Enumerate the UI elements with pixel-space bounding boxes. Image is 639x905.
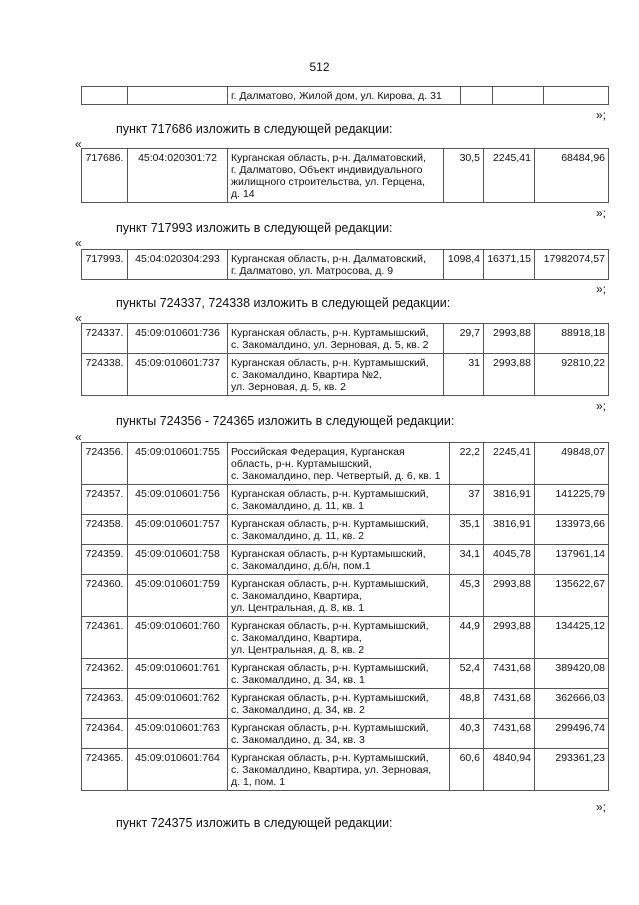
opening-quote: «	[75, 311, 82, 325]
row-address	[228, 324, 444, 354]
address-line: с. Закомалдино, д.б/н, пом.1	[231, 560, 371, 572]
section-heading: пункт 724375 изложить в следующей редакции:	[116, 816, 393, 830]
row-id	[82, 87, 128, 105]
row-area: 34,1	[450, 545, 484, 575]
row-id: 724356.	[82, 443, 128, 485]
row-total: 389420,08	[535, 659, 609, 689]
row-area: 1098,4	[444, 250, 484, 280]
closing-quote: »;	[596, 399, 607, 413]
address-line: д. 14	[231, 188, 255, 200]
address-line: с. Закомалдино, Квартира, ул. Зерновая,	[231, 764, 432, 776]
row-cadastral: 45:09:010601:758	[128, 545, 228, 575]
address-line: Курганская область, р-н. Куртамышский,	[231, 488, 429, 500]
table-row	[82, 250, 609, 280]
row-cadastral	[128, 87, 228, 105]
address-line: с. Закомалдино, д. 34, кв. 1	[231, 674, 365, 686]
row-id: 724338.	[82, 354, 128, 396]
row-cadastral: 45:09:010601:761	[128, 659, 228, 689]
address-line: ул. Центральная, д. 8, кв. 2	[231, 644, 365, 656]
row-address	[228, 250, 444, 280]
address-line: Курганская область, р-н Куртамышский,	[231, 548, 426, 560]
row-rate: 4045,78	[484, 545, 535, 575]
row-cadastral: 45:04:020301:72	[128, 149, 228, 203]
opening-quote: «	[75, 236, 82, 250]
address-line: с. Закомалдино, д. 11, кв. 1	[231, 500, 365, 512]
closing-quote: »;	[596, 206, 607, 220]
row-rate: 16371,15	[484, 250, 535, 280]
table-row	[82, 545, 609, 575]
address-line: г. Далматово, ул. Матросова, д. 9	[231, 265, 394, 277]
row-cadastral: 45:09:010601:755	[128, 443, 228, 485]
row-id: 724361.	[82, 617, 128, 659]
row-area: 40,3	[450, 719, 484, 749]
closing-quote: »;	[596, 108, 607, 122]
row-rate: 7431,68	[484, 689, 535, 719]
table-row	[82, 149, 609, 203]
row-area: 44,9	[450, 617, 484, 659]
address-line: с. Закомалдино, д. 34, кв. 3	[231, 734, 365, 746]
table-row	[82, 617, 609, 659]
row-id: 717686.	[82, 149, 128, 203]
table-row	[82, 515, 609, 545]
row-total: 135622,67	[535, 575, 609, 617]
row-cadastral: 45:09:010601:736	[128, 324, 228, 354]
address-line: Курганская область, р-н. Куртамышский,	[231, 620, 429, 632]
row-rate: 2245,41	[484, 149, 535, 203]
row-address	[228, 719, 450, 749]
row-area: 30,5	[444, 149, 484, 203]
row-address	[228, 689, 450, 719]
table-row	[82, 485, 609, 515]
table-row	[82, 87, 609, 105]
address-line: Курганская область, р-н. Куртамышский,	[231, 578, 429, 590]
table-row	[82, 719, 609, 749]
row-cadastral: 45:09:010601:760	[128, 617, 228, 659]
row-total: 92810,22	[535, 354, 609, 396]
address-line: с. Закомалдино, д. 34, кв. 2	[231, 704, 365, 716]
address-line: область, р-н. Куртамышский,	[231, 458, 372, 470]
row-rate: 2245,41	[484, 443, 535, 485]
section-table	[81, 148, 609, 203]
address-line: с. Закомалдино, Квартира,	[231, 590, 362, 602]
row-cadastral: 45:09:010601:756	[128, 485, 228, 515]
row-area: 22,2	[450, 443, 484, 485]
row-address	[228, 485, 450, 515]
row-total: 137961,14	[535, 545, 609, 575]
address-line: Курганская область, р-н. Куртамышский,	[231, 662, 429, 674]
row-rate: 4840,94	[484, 749, 535, 791]
row-total: 88918,18	[535, 324, 609, 354]
row-id: 724360.	[82, 575, 128, 617]
address-line: Курганская область, р-н. Куртамышский,	[231, 518, 429, 530]
row-address	[228, 659, 450, 689]
section-heading: пункт 717686 изложить в следующей редакции:	[116, 122, 393, 136]
closing-quote: »;	[596, 800, 607, 814]
table-row	[82, 659, 609, 689]
row-area: 29,7	[444, 324, 484, 354]
row-area: 37	[450, 485, 484, 515]
address-line: Курганская область, р-н. Куртамышский,	[231, 327, 429, 339]
table-row	[82, 354, 609, 396]
address-line: Курганская область, р-н. Далматовский,	[231, 152, 426, 164]
row-cadastral: 45:09:010601:764	[128, 749, 228, 791]
row-cadastral: 45:09:010601:762	[128, 689, 228, 719]
row-address	[228, 749, 450, 791]
row-rate: 2993,88	[484, 575, 535, 617]
row-rate: 3816,91	[484, 515, 535, 545]
section-table	[81, 249, 609, 280]
section-heading: пункт 717993 изложить в следующей редакции:	[116, 221, 393, 235]
address-line: с. Закомалдино, ул. Зерновая, д. 5, кв. 2	[231, 339, 429, 351]
address-line: ул. Зерновая, д. 5, кв. 2	[231, 381, 346, 393]
row-total: 362666,03	[535, 689, 609, 719]
row-address	[228, 354, 444, 396]
row-cadastral: 45:09:010601:737	[128, 354, 228, 396]
row-cadastral: 45:09:010601:763	[128, 719, 228, 749]
row-address	[228, 515, 450, 545]
address-line: г. Далматово, Объект индивидуального	[231, 164, 423, 176]
row-id: 724364.	[82, 719, 128, 749]
address-line: с. Закомалдино, д. 11, кв. 2	[231, 530, 365, 542]
row-total: 299496,74	[535, 719, 609, 749]
row-address	[228, 545, 450, 575]
address-line: жилищного строительства, ул. Герцена,	[231, 176, 426, 188]
row-rate: 2993,88	[484, 354, 535, 396]
row-cadastral: 45:09:010601:757	[128, 515, 228, 545]
row-rate: 3816,91	[484, 485, 535, 515]
row-address	[228, 149, 444, 203]
row-area: 45,3	[450, 575, 484, 617]
row-id: 717993.	[82, 250, 128, 280]
row-rate: 7431,68	[484, 719, 535, 749]
address-line: Курганская область, р-н. Куртамышский,	[231, 692, 429, 704]
section-heading: пункты 724337, 724338 изложить в следующей редакции:	[116, 296, 451, 310]
address-line: Курганская область, р-н. Куртамышский,	[231, 722, 429, 734]
row-area: 35,1	[450, 515, 484, 545]
address-line: Курганская область, р-н. Куртамышский,	[231, 752, 429, 764]
table-row	[82, 575, 609, 617]
section-table	[81, 442, 609, 791]
row-area: 60,6	[450, 749, 484, 791]
address-line: д. 1, пом. 1	[231, 776, 286, 788]
row-id: 724358.	[82, 515, 128, 545]
row-total: 17982074,57	[535, 250, 609, 280]
address-line: с. Закомалдино, Квартира №2,	[231, 369, 382, 381]
row-id: 724357.	[82, 485, 128, 515]
closing-quote: »;	[596, 282, 607, 296]
row-rate	[493, 87, 544, 105]
row-cadastral: 45:04:020304:293	[128, 250, 228, 280]
row-id: 724363.	[82, 689, 128, 719]
row-total: 293361,23	[535, 749, 609, 791]
row-address	[228, 443, 450, 485]
table-row	[82, 443, 609, 485]
table-row	[82, 324, 609, 354]
row-id: 724362.	[82, 659, 128, 689]
row-rate: 2993,88	[484, 324, 535, 354]
row-total: 49848,07	[535, 443, 609, 485]
row-total: 133973,66	[535, 515, 609, 545]
row-id: 724359.	[82, 545, 128, 575]
address-line: Курганская область, р-н. Далматовский,	[231, 253, 426, 265]
row-rate: 7431,68	[484, 659, 535, 689]
row-address	[228, 575, 450, 617]
opening-quote: «	[75, 137, 82, 151]
row-area	[461, 87, 493, 105]
address-line: Курганская область, р-н. Куртамышский,	[231, 357, 429, 369]
row-id: 724365.	[82, 749, 128, 791]
row-total	[544, 87, 609, 105]
opening-quote: «	[75, 430, 82, 444]
address-line: Российская Федерация, Курганская	[231, 446, 405, 458]
row-area: 48,8	[450, 689, 484, 719]
row-id: 724337.	[82, 324, 128, 354]
row-total: 134425,12	[535, 617, 609, 659]
page-number: 512	[309, 60, 330, 74]
row-area: 31	[444, 354, 484, 396]
section-table	[81, 323, 609, 396]
address-line: с. Закомалдино, пер. Четвертый, д. 6, кв. 1	[231, 470, 441, 482]
row-total: 141225,79	[535, 485, 609, 515]
table-row	[82, 689, 609, 719]
row-total: 68484,96	[535, 149, 609, 203]
row-cadastral: 45:09:010601:759	[128, 575, 228, 617]
row-address	[228, 617, 450, 659]
table-row	[82, 749, 609, 791]
row-rate: 2993,88	[484, 617, 535, 659]
section-heading: пункты 724356 - 724365 изложить в следующей редакции:	[116, 414, 455, 428]
address-line: с. Закомалдино, Квартира,	[231, 632, 362, 644]
address-line: ул. Центральная, д. 8, кв. 1	[231, 602, 365, 614]
top-continuation-table	[81, 86, 609, 105]
row-area: 52,4	[450, 659, 484, 689]
row-address: г. Далматово, Жилой дом, ул. Кирова, д. 31	[228, 87, 461, 105]
